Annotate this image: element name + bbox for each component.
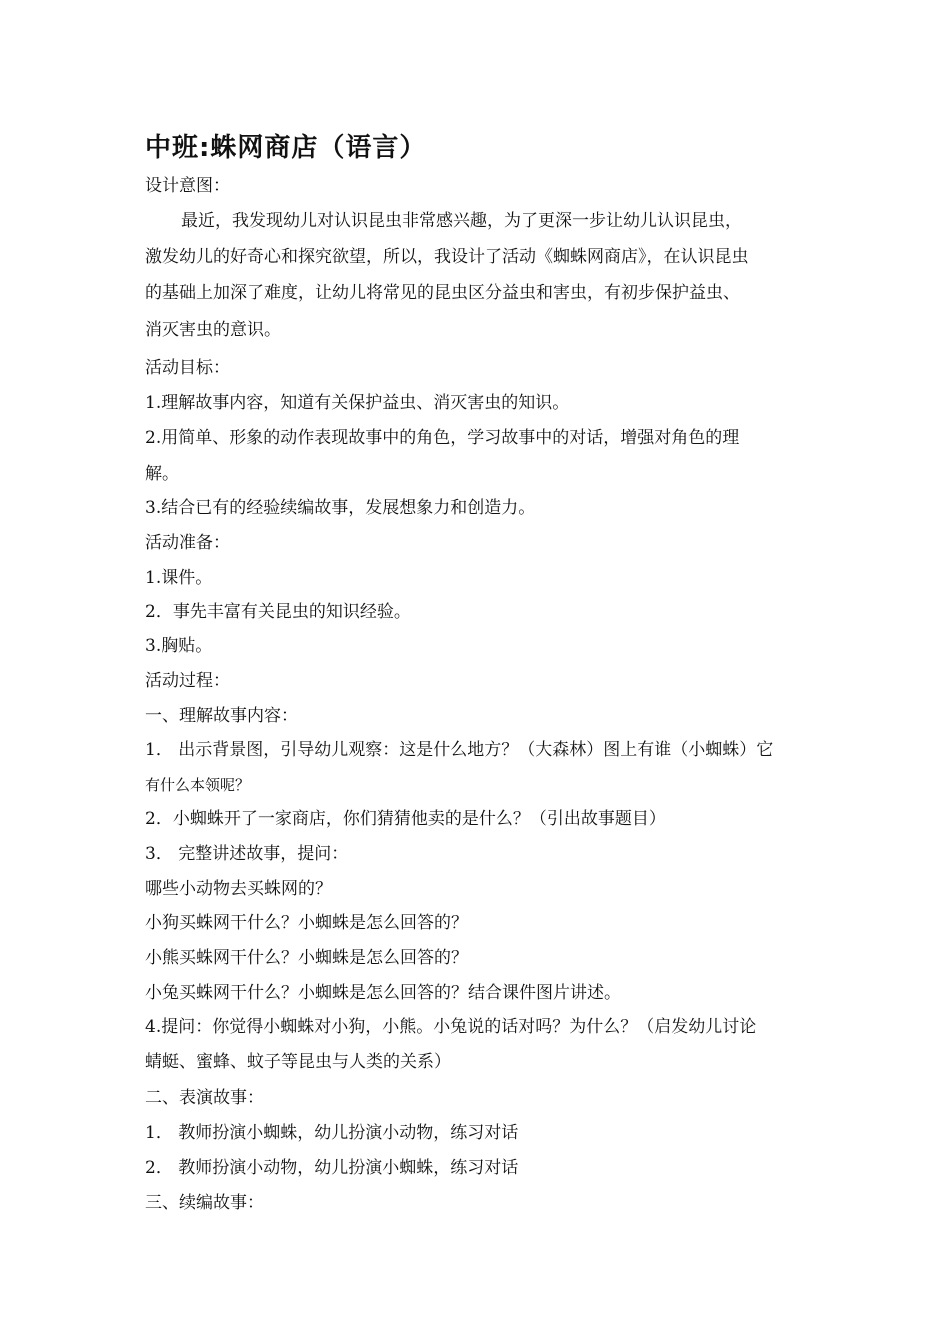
- paragraph-line: 激发幼儿的好奇心和探究欲望，所以，我设计了活动《蜘蛛网商店》，在认识昆虫: [145, 247, 749, 267]
- paragraph-line: 的基础上加深了难度，让幼儿将常见的昆虫区分益虫和害虫，有初步保护益虫、: [145, 283, 740, 303]
- goal-item-continued: 解。: [145, 464, 179, 484]
- document-title: 中班:蛛网商店（语言）: [145, 133, 427, 163]
- section-heading-design-intent: 设计意图：: [145, 176, 230, 196]
- section-heading-preparation: 活动准备：: [145, 533, 230, 553]
- paragraph-line: 消灭害虫的意识。: [145, 320, 281, 340]
- process-item: 2．小蜘蛛开了一家商店，你们猜猜他卖的是什么？（引出故事题目）: [145, 809, 666, 829]
- question-line: 哪些小动物去买蛛网的？: [145, 879, 332, 899]
- process-item-continued: 蜻蜓、蜜蜂、蚊子等昆虫与人类的关系）: [145, 1052, 451, 1072]
- question-line: 小熊买蛛网干什么？小蜘蛛是怎么回答的？: [145, 948, 468, 968]
- paragraph-line: 最近，我发现幼儿对认识昆虫非常感兴趣，为了更深一步让幼儿认识昆虫，: [181, 211, 742, 231]
- goal-item: 2.用简单、形象的动作表现故事中的角色，学习故事中的对话，增强对角色的理: [145, 428, 740, 448]
- subsection-heading: 一、理解故事内容：: [145, 706, 298, 726]
- preparation-item: 2．事先丰富有关昆虫的知识经验。: [145, 602, 411, 622]
- goal-item: 1.理解故事内容，知道有关保护益虫、消灭害虫的知识。: [145, 393, 570, 413]
- question-line: 小狗买蛛网干什么？小蜘蛛是怎么回答的？: [145, 913, 468, 933]
- question-line: 小兔买蛛网干什么？小蜘蛛是怎么回答的？结合课件图片讲述。: [145, 983, 621, 1003]
- process-item: 4.提问：你觉得小蜘蛛对小狗，小熊。小兔说的话对吗？为什么？（启发幼儿讨论: [145, 1017, 757, 1037]
- process-item: 3． 完整讲述故事，提问：: [145, 844, 349, 864]
- preparation-item: 3.胸贴。: [145, 636, 213, 656]
- subsection-heading: 三、续编故事：: [145, 1193, 264, 1213]
- goal-item: 3.结合已有的经验续编故事，发展想象力和创造力。: [145, 498, 536, 518]
- process-item: 1． 教师扮演小蜘蛛，幼儿扮演小动物，练习对话: [145, 1123, 519, 1143]
- preparation-item: 1.课件。: [145, 568, 213, 588]
- section-heading-goals: 活动目标：: [145, 358, 230, 378]
- section-heading-process: 活动过程：: [145, 671, 230, 691]
- process-item: 1． 出示背景图，引导幼儿观察：这是什么地方？（大森林）图上有谁（小蜘蛛）它: [145, 740, 774, 760]
- process-item: 2． 教师扮演小动物，幼儿扮演小蜘蛛，练习对话: [145, 1158, 519, 1178]
- subsection-heading: 二、表演故事：: [145, 1088, 264, 1108]
- process-item-continued: 有什么本领呢？: [145, 776, 251, 794]
